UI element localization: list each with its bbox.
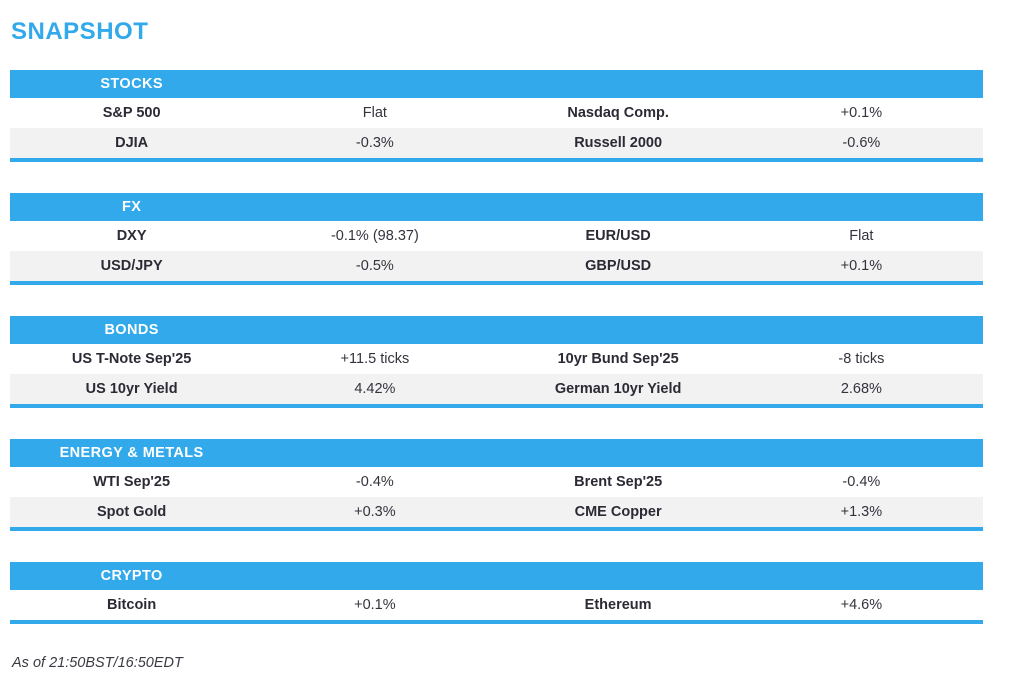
instrument-value: -0.3% <box>355 135 394 151</box>
instrument-name: German 10yr Yield <box>554 381 682 397</box>
instrument-name: CME Copper <box>574 504 662 520</box>
table-row <box>10 344 983 374</box>
instrument-name: WTI Sep'25 <box>93 474 171 490</box>
table-row <box>10 98 983 128</box>
section-header-fx <box>10 193 983 221</box>
table-row <box>10 467 983 497</box>
instrument-value: 2.68% <box>840 381 882 397</box>
instrument-value: +0.3% <box>354 504 396 520</box>
instrument-value: -0.4% <box>842 474 881 490</box>
instrument-value: Flat <box>849 228 874 244</box>
section-stocks <box>10 70 983 162</box>
instrument-value: Flat <box>362 105 387 121</box>
instrument-name: Bitcoin <box>107 597 157 613</box>
section-header-crypto <box>10 562 983 590</box>
instrument-name: DXY <box>116 228 147 244</box>
instrument-name: US T-Note Sep'25 <box>71 351 192 367</box>
instrument-value: +0.1% <box>840 105 883 121</box>
section-header-stocks <box>10 70 983 98</box>
section-title: FX <box>121 199 142 215</box>
instrument-name: Ethereum <box>584 597 652 613</box>
section-header-bonds <box>10 316 983 344</box>
page-title: SNAPSHOT <box>11 18 149 45</box>
instrument-name: Brent Sep'25 <box>574 474 663 490</box>
timestamp: As of 21:50BST/16:50EDT <box>12 655 183 671</box>
section-title: CRYPTO <box>100 568 163 584</box>
table-row <box>10 590 983 620</box>
instrument-name: Spot Gold <box>96 504 167 520</box>
table-row <box>10 221 983 251</box>
instrument-name: 10yr Bund Sep'25 <box>557 351 679 367</box>
instrument-name: GBP/USD <box>585 258 652 274</box>
table-row <box>10 128 983 158</box>
instrument-value: +0.1% <box>840 258 883 274</box>
table-row <box>10 251 983 281</box>
instrument-name: DJIA <box>115 135 149 151</box>
section-bonds <box>10 316 983 408</box>
instrument-name: US 10yr Yield <box>85 381 178 397</box>
instrument-value: 4.42% <box>354 381 396 397</box>
section-fx <box>10 193 983 285</box>
instrument-value: -0.1% (98.37) <box>330 228 419 244</box>
table-row <box>10 497 983 527</box>
instrument-name: USD/JPY <box>100 258 163 274</box>
instrument-value: -0.4% <box>355 474 394 490</box>
section-energy-metals <box>10 439 983 531</box>
instrument-value: -0.6% <box>842 135 881 151</box>
section-header-energy-metals <box>10 439 983 467</box>
instrument-name: Russell 2000 <box>574 135 663 151</box>
instrument-name: EUR/USD <box>585 228 651 244</box>
section-crypto <box>10 562 983 624</box>
instrument-value: +1.3% <box>840 504 883 520</box>
instrument-value: +4.6% <box>840 597 883 613</box>
table-row <box>10 374 983 404</box>
section-title: BONDS <box>104 322 159 338</box>
instrument-value: +0.1% <box>354 597 396 613</box>
section-title: ENERGY & METALS <box>59 445 204 461</box>
instrument-name: Nasdaq Comp. <box>567 105 669 121</box>
section-title: STOCKS <box>100 76 163 92</box>
instrument-value: +11.5 ticks <box>340 351 410 367</box>
instrument-name: S&P 500 <box>102 105 161 121</box>
instrument-value: -8 ticks <box>838 351 885 367</box>
instrument-value: -0.5% <box>355 258 394 274</box>
